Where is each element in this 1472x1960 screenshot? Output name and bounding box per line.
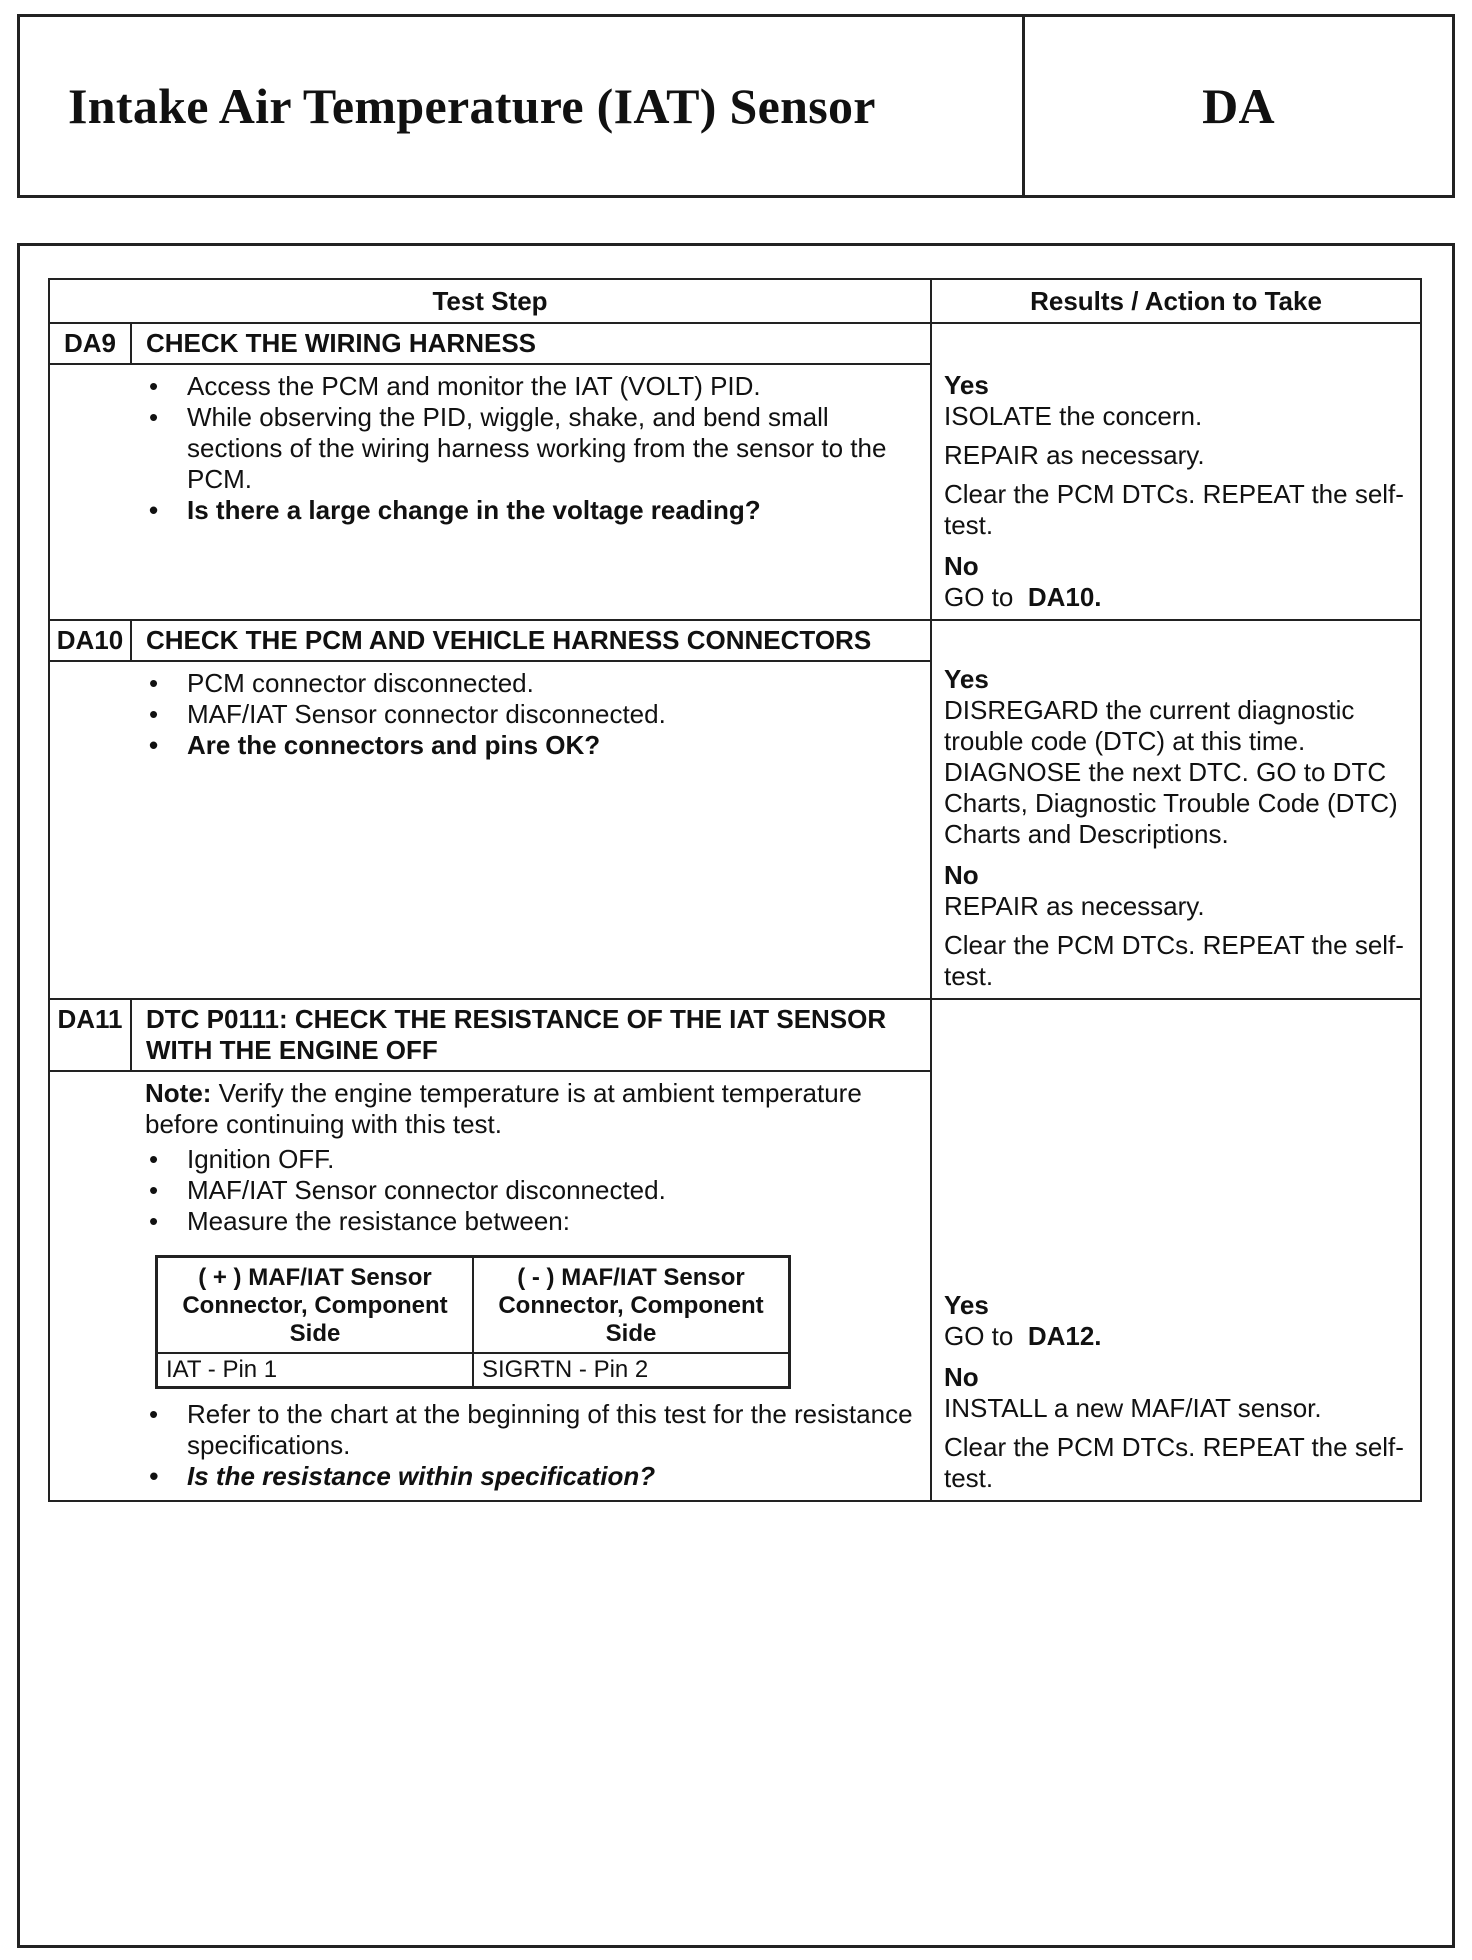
step-da10-results — [931, 620, 1421, 999]
title-box — [17, 14, 1455, 198]
title-cell — [20, 17, 1025, 195]
section-code: DA — [1202, 78, 1275, 134]
step-id: DA9 — [49, 323, 131, 364]
result-text: DISREGARD the current diagnostic trouble code (DTC) at this time. DIAGNOSE the next DTC. GO to DTC Charts, Diagnostic Trouble Code (DTC) Charts and Descriptions. — [944, 695, 1398, 849]
result-line: Clear the PCM DTCs. REPEAT the self-test. — [944, 479, 1404, 540]
page-title: Intake Air Temperature (IAT) Sensor — [68, 78, 876, 134]
step-id: DA11 — [49, 999, 131, 1071]
step-bullets — [145, 1144, 916, 1237]
yes-label: Yes — [944, 370, 989, 400]
step-question: • Are the connectors and pins OK? — [145, 730, 916, 761]
result-line: Clear the PCM DTCs. REPEAT the self-test. — [944, 1432, 1404, 1493]
pin-negative-value: SIGRTN - Pin 2 — [473, 1353, 790, 1388]
step-da9-body — [131, 364, 931, 620]
list-item: • PCM connector disconnected. — [145, 668, 916, 699]
list-item: • Measure the resistance between: — [145, 1206, 916, 1237]
note-label: Note: — [145, 1078, 212, 1108]
step-heading: DTC P0111: CHECK THE RESISTANCE OF THE IAT SENSOR WITH THE ENGINE OFF — [131, 999, 931, 1071]
no-label: No — [944, 1362, 979, 1392]
goto-text: GO to — [944, 1321, 1014, 1351]
result-line — [944, 1321, 1410, 1352]
note-text: Verify the engine temperature is at ambient temperature before continuing with this test. — [145, 1078, 862, 1139]
table-header-row — [49, 279, 1421, 323]
step-heading: CHECK THE PCM AND VEHICLE HARNESS CONNECTORS — [131, 620, 931, 661]
result-line: REPAIR as necessary. — [944, 891, 1205, 921]
test-step-table — [48, 278, 1422, 1502]
step-question: • Is the resistance within specification? — [145, 1461, 916, 1492]
pin-positive-value: IAT - Pin 1 — [157, 1353, 474, 1388]
pin-header-positive: ( + ) MAF/IAT Sensor Connector, Component Side — [157, 1257, 474, 1354]
step-id: DA10 — [49, 620, 131, 661]
step-bullets — [145, 371, 916, 526]
step-note — [145, 1078, 916, 1140]
section-code-cell — [1025, 17, 1452, 195]
step-da10-heading-row — [49, 620, 1421, 661]
col-header-results: Results / Action to Take — [931, 279, 1421, 323]
result-line: REPAIR as necessary. — [944, 440, 1205, 470]
list-item: • While observing the PID, wiggle, shake, and bend small sections of the wiring harness working from the sensor to the PCM. — [145, 402, 916, 495]
step-da10-body — [131, 661, 931, 999]
pin-measurement-table — [155, 1255, 791, 1389]
yes-label: Yes — [944, 664, 989, 694]
col-header-test-step: Test Step — [49, 279, 931, 323]
pin-table-header-row — [157, 1257, 790, 1354]
result-line: INSTALL a new MAF/IAT sensor. — [944, 1393, 1322, 1423]
pin-header-negative: ( - ) MAF/IAT Sensor Connector, Component Side — [473, 1257, 790, 1354]
pin-table-row — [157, 1353, 790, 1388]
step-da9-results — [931, 323, 1421, 620]
list-item: • MAF/IAT Sensor connector disconnected. — [145, 1175, 916, 1206]
yes-label: Yes — [944, 1290, 989, 1320]
step-bullets — [145, 668, 916, 761]
step-da11-body — [131, 1071, 931, 1501]
list-item: • MAF/IAT Sensor connector disconnected. — [145, 699, 916, 730]
goto-text: GO to — [944, 582, 1014, 612]
list-item: • Access the PCM and monitor the IAT (VOLT) PID. — [145, 371, 916, 402]
result-line: Clear the PCM DTCs. REPEAT the self-test. — [944, 930, 1404, 991]
step-da11-results — [931, 999, 1421, 1501]
result-line — [944, 582, 1410, 613]
step-reference: DA12. — [1027, 1321, 1102, 1351]
no-label: No — [944, 860, 979, 890]
no-label: No — [944, 551, 979, 581]
step-question: • Is there a large change in the voltage reading? — [145, 495, 916, 526]
step-heading: CHECK THE WIRING HARNESS — [131, 323, 931, 364]
step-bullets-after — [145, 1399, 916, 1492]
list-item: • Refer to the chart at the beginning of this test for the resistance specifications. — [145, 1399, 916, 1461]
step-reference: DA10. — [1027, 582, 1102, 612]
step-da9-heading-row — [49, 323, 1421, 364]
step-da11-heading-row — [49, 999, 1421, 1071]
list-item: • Ignition OFF. — [145, 1144, 916, 1175]
result-line: ISOLATE the concern. — [944, 401, 1203, 431]
